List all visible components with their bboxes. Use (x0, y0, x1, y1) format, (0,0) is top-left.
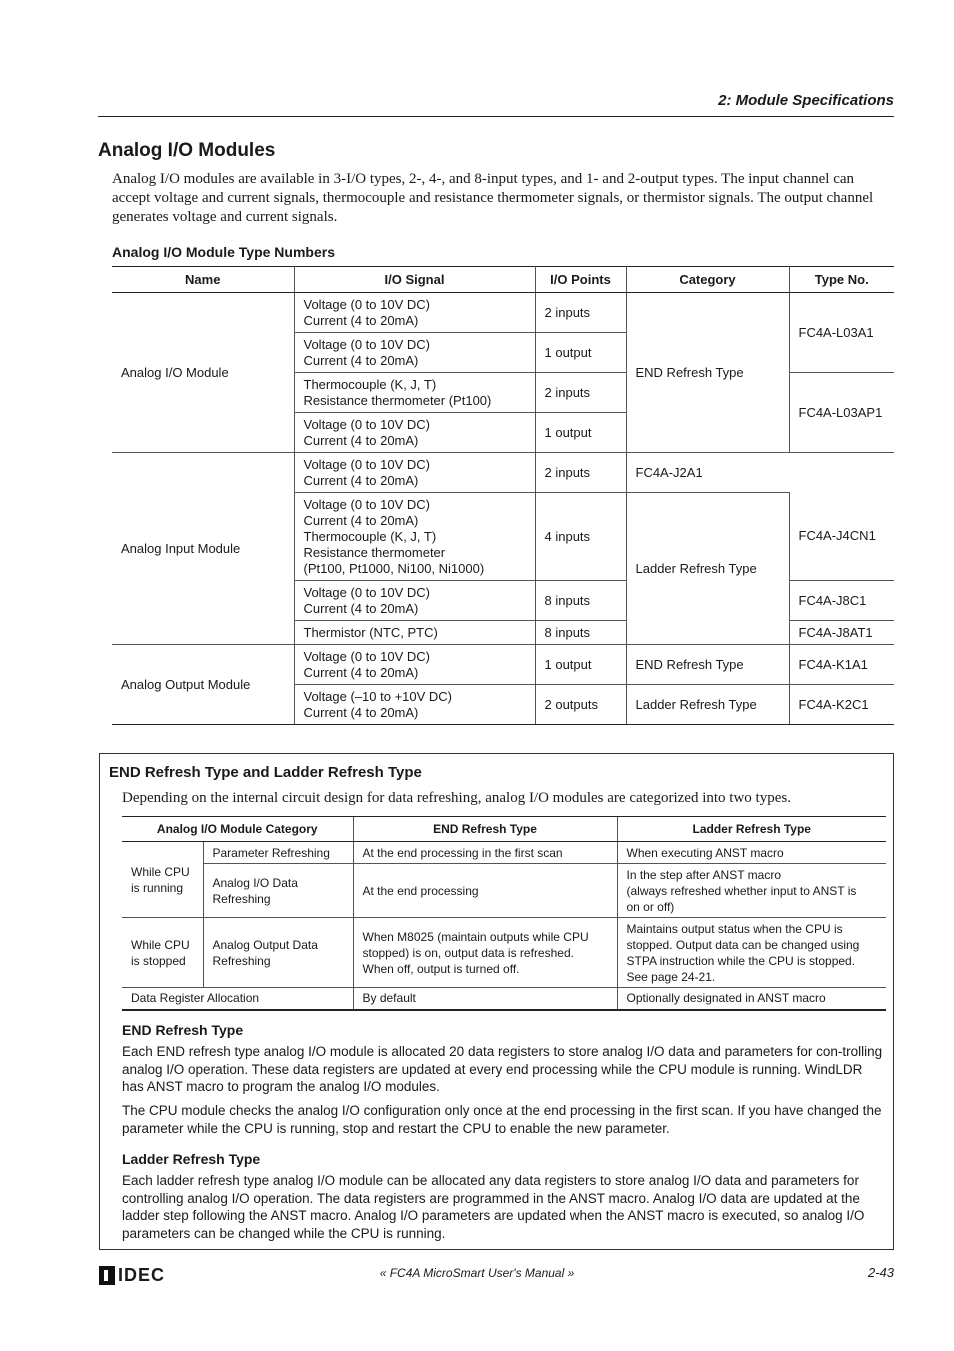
header-io-signal: I/O Signal (294, 267, 535, 293)
io-signal: Voltage (–10 to +10V DC) Current (4 to 20mA) (294, 685, 535, 725)
table-header-row (112, 267, 894, 293)
type-no: FC4A-L03A1 (789, 293, 894, 373)
ladder-refresh-heading: Ladder Refresh Type (122, 1151, 261, 1167)
category-cell: Analog Output Data Refreshing (203, 918, 353, 988)
io-points: 1 output (535, 413, 626, 453)
io-signal: Voltage (0 to 10V DC) Current (4 to 20mA) (294, 581, 535, 621)
io-points: 4 inputs (535, 493, 626, 581)
io-signal: Thermistor (NTC, PTC) (294, 621, 535, 645)
type-no: FC4A-J8C1 (789, 581, 894, 621)
header-name: Name (112, 267, 294, 293)
io-signal: Voltage (0 to 10V DC) Current (4 to 20mA) (294, 413, 535, 453)
io-points: 2 outputs (535, 685, 626, 725)
type-no: FC4A-K1A1 (789, 645, 894, 685)
category-cell: Data Register Allocation (122, 988, 353, 1010)
group-running: While CPU is running (122, 842, 203, 918)
end-cell: By default (353, 988, 617, 1010)
ladder-cell: Optionally designated in ANST macro (617, 988, 886, 1010)
io-points: 8 inputs (535, 621, 626, 645)
type-no: FC4A-L03AP1 (789, 373, 894, 453)
refresh-category-table (122, 816, 886, 1011)
category: END Refresh Type (626, 645, 789, 685)
table-header-row (122, 817, 886, 842)
io-points: 2 inputs (535, 453, 626, 493)
type-no: FC4A-J2A1 (626, 453, 789, 493)
category-cell: Analog I/O Data Refreshing (203, 864, 353, 918)
header-category: Category (626, 267, 789, 293)
io-points: 1 output (535, 645, 626, 685)
box-intro: Depending on the internal circuit design for data refreshing, analog I/O modules are categorized into two types. (122, 790, 791, 806)
end-refresh-paragraph-2: The CPU module checks the analog I/O configuration only once at the end processing in the first scan. If you have changed the parameter while the CPU is running, stop and restart the CPU to enable the new parameter. (122, 1103, 882, 1136)
io-signal: Voltage (0 to 10V DC) Current (4 to 20mA) (294, 645, 535, 685)
page-title: Analog I/O Modules (98, 140, 276, 161)
table-row (122, 842, 886, 864)
io-signal: Voltage (0 to 10V DC) Current (4 to 20mA) (294, 293, 535, 333)
table-row (122, 918, 886, 988)
header-category: Analog I/O Module Category (122, 817, 353, 842)
category: Ladder Refresh Type (626, 493, 789, 645)
end-cell: At the end processing (353, 864, 617, 918)
header-rule (98, 116, 894, 117)
table-row (122, 864, 886, 918)
table-row (112, 293, 894, 333)
end-cell: At the end processing in the first scan (353, 842, 617, 864)
module-name: Analog Output Module (112, 645, 294, 725)
io-points: 2 inputs (535, 373, 626, 413)
io-signal: Thermocouple (K, J, T) Resistance thermometer (Pt100) (294, 373, 535, 413)
table-row (122, 988, 886, 1010)
table-row (112, 453, 894, 493)
end-refresh-paragraph-1: Each END refresh type analog I/O module is allocated 20 data registers to store analog I/O data and parameters for con-trolling analog I/O operation. These data registers are updated at every end processing while the CPU module is running. WindLDR has ANST macro to program the analog I/O modules. (122, 1044, 883, 1094)
end-cell: When M8025 (maintain outputs while CPU stopped) is on, output data is refreshed. When off, output is turned off. (353, 918, 617, 988)
table-row (112, 645, 894, 685)
page-number: 2-43 (867, 1265, 894, 1280)
ladder-cell: When executing ANST macro (617, 842, 886, 864)
module-name: Analog Input Module (112, 453, 294, 645)
ladder-cell: In the step after ANST macro (always refreshed whether input to ANST is on or off) (617, 864, 886, 918)
io-signal: Voltage (0 to 10V DC) Current (4 to 20mA) (294, 333, 535, 373)
intro-paragraph: Analog I/O modules are available in 3-I/O types, 2-, 4-, and 8-input types, and 1- and 2-output types. The input channel can accept voltage and current signals, thermocouple and resistance thermometer signals, or thermistor signals. The output channel generates voltage and current signals. (112, 171, 874, 225)
footer-title: « FC4A MicroSmart User's Manual » (379, 1266, 575, 1280)
header-ladder-refresh: Ladder Refresh Type (617, 817, 886, 842)
ladder-cell: Maintains output status when the CPU is stopped. Output data can be changed using STPA instruction while the CPU is stopped. See page 24-21. (617, 918, 886, 988)
end-refresh-heading: END Refresh Type (122, 1022, 244, 1038)
io-points: 2 inputs (535, 293, 626, 333)
box-title: END Refresh Type and Ladder Refresh Type (109, 764, 422, 781)
type-no: FC4A-J8AT1 (789, 621, 894, 645)
io-points: 8 inputs (535, 581, 626, 621)
table-caption: Analog I/O Module Type Numbers (112, 244, 335, 260)
header-type-no: Type No. (789, 267, 894, 293)
category: Ladder Refresh Type (626, 685, 789, 725)
type-no: FC4A-K2C1 (789, 685, 894, 725)
io-signal: Voltage (0 to 10V DC) Current (4 to 20mA) (294, 453, 535, 493)
category: END Refresh Type (626, 293, 789, 453)
logo-text: IDEC (118, 1265, 166, 1285)
category-cell: Parameter Refreshing (203, 842, 353, 864)
io-signal: Voltage (0 to 10V DC) Current (4 to 20mA) Thermocouple (K, J, T) Resistance thermometer (Pt100, Pt1000, Ni100, Ni1000) (294, 493, 535, 581)
header-io-points: I/O Points (535, 267, 626, 293)
header-end-refresh: END Refresh Type (353, 817, 617, 842)
module-type-table (112, 266, 894, 725)
refresh-type-box (99, 753, 894, 1250)
ladder-refresh-paragraph: Each ladder refresh type analog I/O module can be allocated any data registers to store analog I/O data and parameters for controlling analog I/O operation. The data registers are programmed in the ANST macro. Analog I/O data are updated at the ladder step following the ANST macro. Analog I/O parameters are updated when the ANST macro is executed, so analog I/O parameters can be changed while the CPU is running. (122, 1173, 865, 1241)
group-stopped: While CPU is stopped (122, 918, 203, 988)
io-points: 1 output (535, 333, 626, 373)
module-name: Analog I/O Module (112, 293, 294, 453)
section-header: 2: Module Specifications (718, 92, 894, 109)
type-no: FC4A-J4CN1 (789, 493, 894, 581)
